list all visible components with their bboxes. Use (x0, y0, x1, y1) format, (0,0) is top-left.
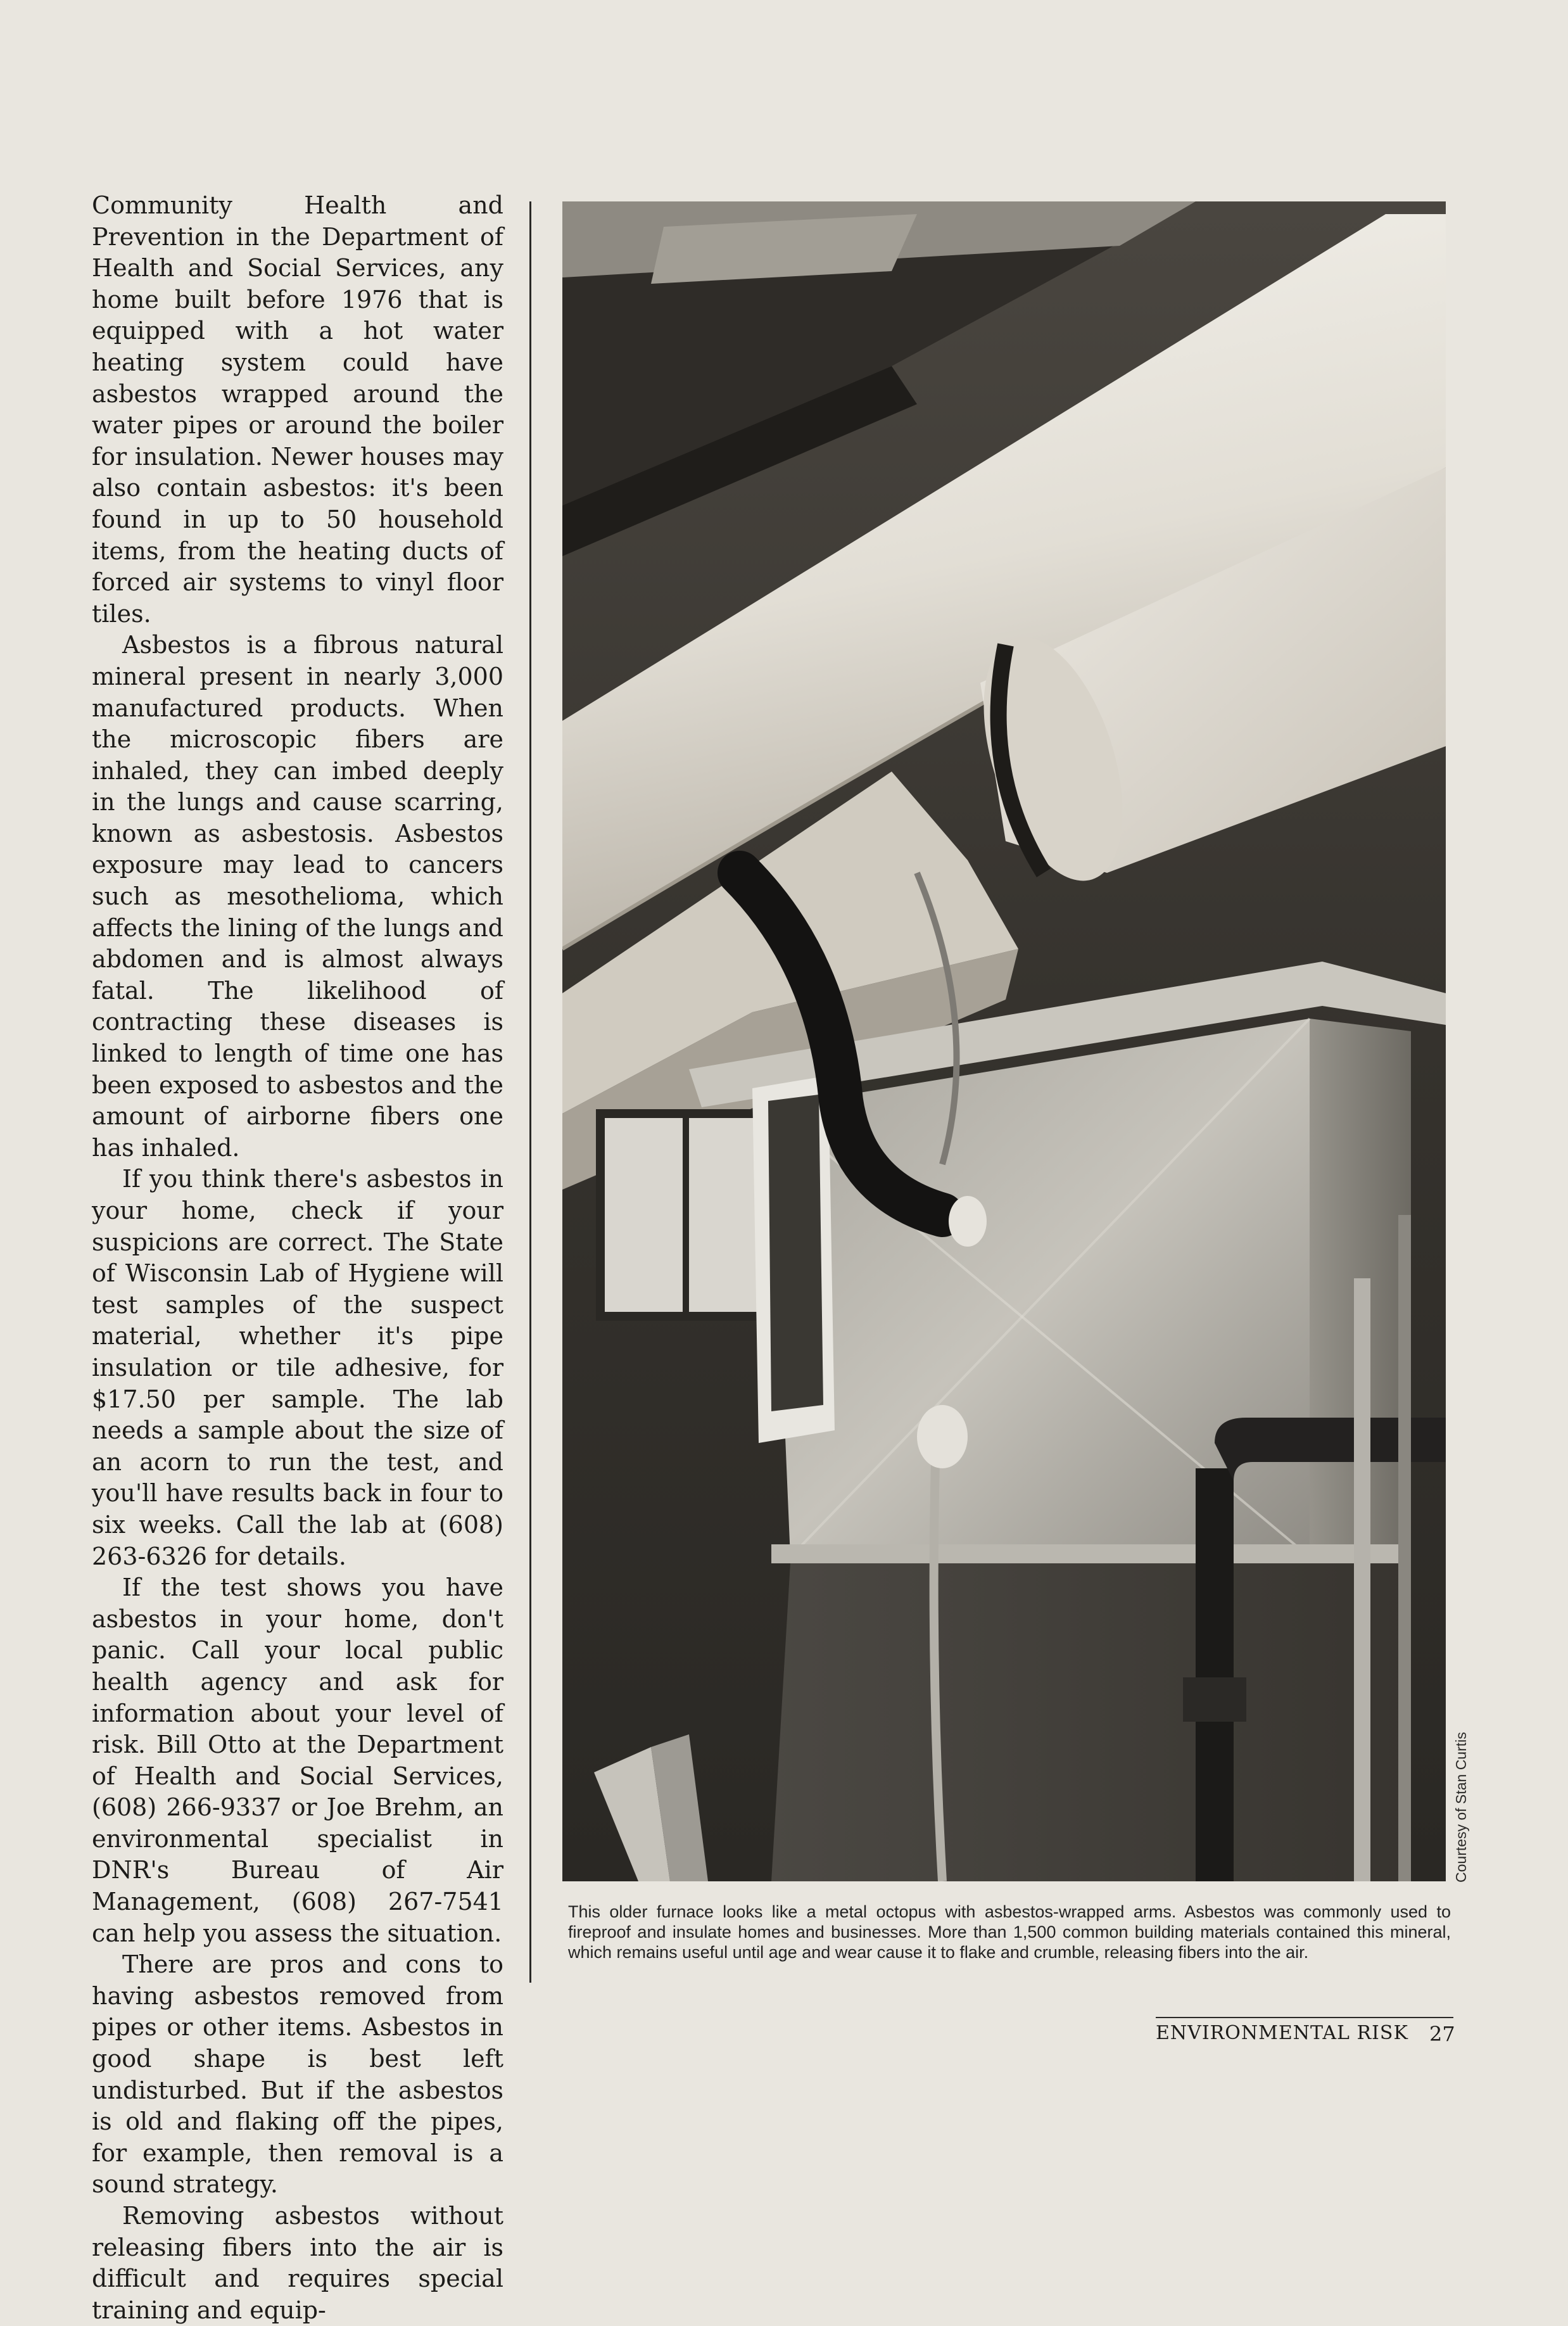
article-paragraph-3: If you think there's asbestos in your home, check if your suspicions are correct. The State of Wisconsin Lab of Hygiene will test samples of the suspect material, whether it's pipe insulation or tile adhesive, for $17.50 per sample. The lab needs a sample about the size of an acorn to run the test, and you'll have results back in four to six weeks. Call the lab at (608) 263-6326 for details. (92, 1165, 503, 1570)
furnace-photo-illustration (562, 201, 1446, 1881)
article-paragraph-5: There are pros and cons to having asbestos removed from pipes or other items. Asbestos in good shape is best left undisturbed. But if the asbestos is old and flaking off the pipes, for example, then removal is a sound strategy. (92, 1950, 503, 2199)
photo-credit: Courtesy of Stan Curtis (1453, 1732, 1469, 1883)
footer-rule (1156, 2017, 1453, 2018)
article-paragraph-6: Removing asbestos without releasing fibers into the air is difficult and requires special training and equip- (92, 2202, 503, 2324)
article-text-column (92, 190, 503, 2326)
article-paragraph-1: Community Health and Prevention in the Department of Health and Social Services, any home built before 1976 that is equipped with a hot water heating system could have asbestos wrapped around the water pipes or around the boiler for insulation. Newer houses may also contain asbestos: it's been found in up to 50 household items, from the heating ducts of forced air systems to vinyl floor tiles. (92, 191, 503, 628)
page-number: 27 (1429, 2022, 1455, 2046)
footer-section-label: ENVIRONMENTAL RISK (1156, 2022, 1408, 2044)
article-paragraph-4: If the test shows you have asbestos in your home, don't panic. Call your local public health agency and ask for information about your level of risk. Bill Otto at the Department of Health and Social Services, (608) 266-9337 or Joe Brehm, an environmental specialist in DNR's Bureau of Air Management, (608) 267-7541 can help you assess the situation. (92, 1573, 503, 1947)
photo-caption: This older furnace looks like a metal octopus with asbestos-wrapped arms. Asbestos was commonly used to fireproof and insulate homes and businesses. More than 1,500 common building materials contained this mineral, which remains useful until age and wear cause it to flake and crumble, releasing fibers into the air. (568, 1902, 1451, 1962)
column-divider (529, 201, 531, 1983)
article-paragraph-2: Asbestos is a fibrous natural mineral present in nearly 3,000 manufactured products. When the microscopic fibers are inhaled, they can imbed deeply in the lungs and cause scarring, known as asbestosis. Asbestos exposure may lead to cancers such as mesothelioma, which affects the lining of the lungs and abdomen and is almost always fatal. The likelihood of contracting these diseases is linked to length of time one has been exposed to asbestos and the amount of airborne fibers one has inhaled. (92, 631, 503, 1162)
furnace-photo (562, 201, 1446, 1881)
